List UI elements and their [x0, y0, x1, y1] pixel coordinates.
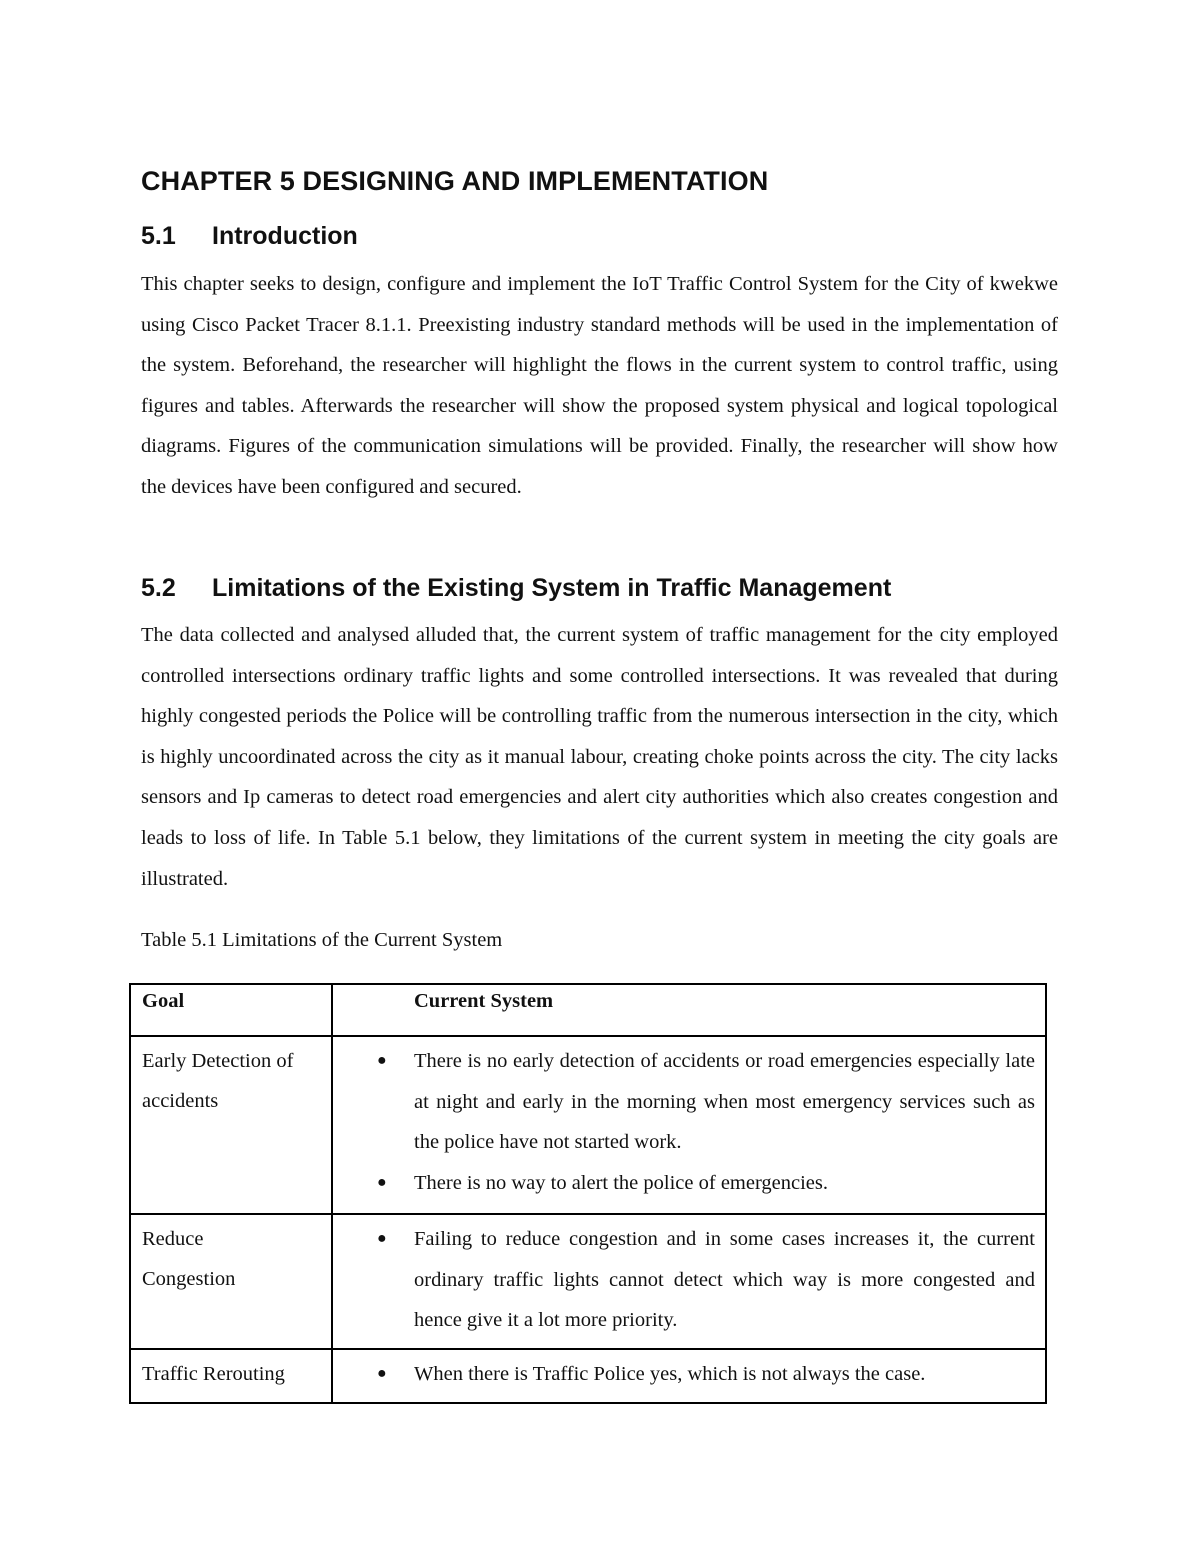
- list-item: [333, 1354, 1035, 1395]
- table-row: [130, 1214, 1046, 1349]
- bullet-icon: ●: [377, 1365, 387, 1382]
- section-number: 5.1: [141, 222, 176, 250]
- list-item-text: There is no way to alert the police of emergencies.: [414, 1171, 829, 1194]
- bullet-icon: ●: [377, 1230, 387, 1247]
- limitations-paragraph: The data collected and analysed alluded that, the current system of traffic management for the city employed controlled intersections ordinary traffic lights and some controlled intersections. It was revealed that during highly congested periods the Police will be controlling traffic from the numerous intersection in the city, which is highly uncoordinated across the city as it manual labour, creating choke points across the city. The city lacks sensors and Ip cameras to detect road emergencies and alert city authorities which also creates congestion and leads to loss of life. In Table 5.1 below, they limitations of the current system in meeting the city goals are illustrated.: [141, 624, 1058, 890]
- current-system-cell: [332, 1036, 1046, 1214]
- list-item: [333, 1219, 1035, 1341]
- section-title: Limitations of the Existing System in Traffic Management: [212, 574, 892, 602]
- section-heading-introduction: [141, 222, 358, 251]
- bullet-icon: ●: [377, 1173, 387, 1191]
- chapter-title: CHAPTER 5 DESIGNING AND IMPLEMENTATION: [141, 166, 769, 196]
- table-row: [130, 1349, 1046, 1403]
- header-goal: Goal: [130, 984, 332, 1036]
- list-item-text: There is no early detection of accidents or road emergencies especially late at night and early in the morning when most emergency services such as the police have not started work.: [414, 1050, 1035, 1153]
- list-item-text: When there is Traffic Police yes, which is not always the case.: [414, 1363, 926, 1385]
- goal-cell: [130, 1214, 332, 1349]
- goal-cell: Traffic Rerouting: [130, 1349, 332, 1403]
- section-number: 5.2: [141, 574, 176, 602]
- table-caption: Table 5.1 Limitations of the Current System: [141, 929, 503, 951]
- goal-text: Reduce Congestion: [142, 1228, 236, 1290]
- table-row: [130, 1036, 1046, 1214]
- bullet-icon: ●: [377, 1052, 387, 1069]
- introduction-paragraph: This chapter seeks to design, configure and implement the IoT Traffic Control System for the City of kwekwe using Cisco Packet Tracer 8.1.1. Preexisting industry standard methods will be used in the implementation of the system. Beforehand, the researcher will highlight the flows in the current system to control traffic, using figures and tables. Afterwards the researcher will show the proposed system physical and logical topological diagrams. Figures of the communication simulations will be provided. Finally, the researcher will show how the devices have been configured and secured.: [141, 273, 1058, 498]
- current-system-cell: [332, 1214, 1046, 1349]
- list-item-text: Failing to reduce congestion and in some cases increases it, the current ordinary traffic lights cannot detect which way is more congested and hence give it a lot more priority.: [414, 1228, 1035, 1331]
- bullet-list: [333, 1041, 1035, 1203]
- bullet-list: [333, 1354, 1035, 1395]
- limitations-table: [129, 983, 1047, 1404]
- list-item: [333, 1163, 1035, 1204]
- list-item: [333, 1041, 1035, 1163]
- section-title: Introduction: [212, 222, 358, 250]
- goal-cell: Early Detection of accidents: [130, 1036, 332, 1214]
- section-heading-limitations: [141, 574, 891, 603]
- header-current-system: Current System: [332, 984, 1046, 1036]
- current-system-cell: [332, 1349, 1046, 1403]
- table-header-row: [130, 984, 1046, 1036]
- bullet-list: [333, 1219, 1035, 1341]
